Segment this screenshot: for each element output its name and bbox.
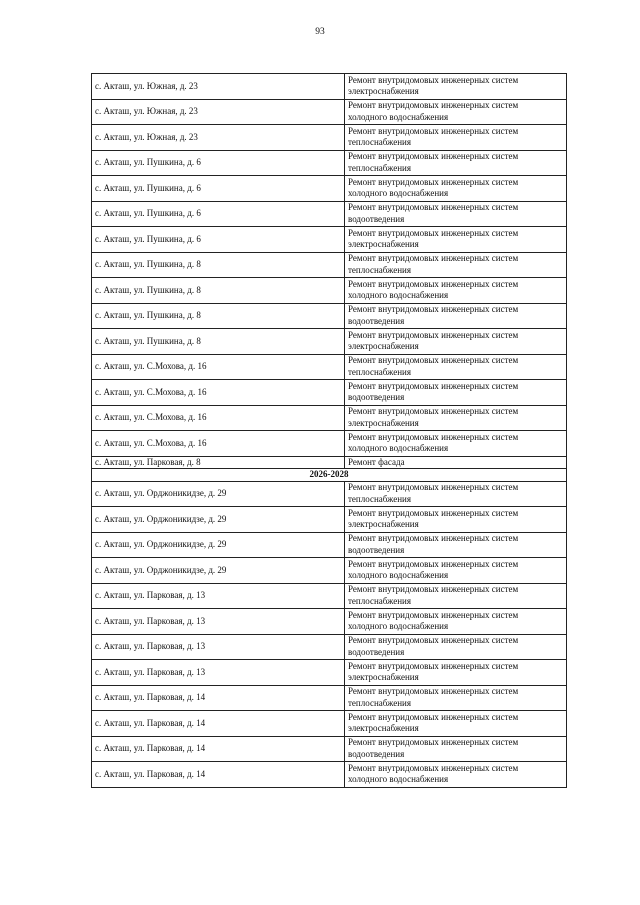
- work-type-cell: Ремонт внутридомовых инженерных систем холодного водоснабжения: [345, 558, 567, 584]
- address-cell: с. Акташ, ул. С.Мохова, д. 16: [92, 405, 345, 431]
- address-cell: с. Акташ, ул. Пушкина, д. 6: [92, 201, 345, 227]
- work-type-cell: Ремонт внутридомовых инженерных систем теплоснабжения: [345, 354, 567, 380]
- work-type-cell: Ремонт внутридомовых инженерных систем электроснабжения: [345, 227, 567, 253]
- repair-schedule-table: [91, 73, 567, 788]
- table-row: [92, 634, 567, 660]
- work-type-cell: Ремонт внутридомовых инженерных систем холодного водоснабжения: [345, 762, 567, 788]
- work-type-cell: Ремонт внутридомовых инженерных систем электроснабжения: [345, 74, 567, 100]
- work-type-cell: Ремонт внутридомовых инженерных систем холодного водоснабжения: [345, 609, 567, 635]
- address-cell: с. Акташ, ул. Пушкина, д. 6: [92, 150, 345, 176]
- table-row: [92, 532, 567, 558]
- table-row: [92, 736, 567, 762]
- address-cell: с. Акташ, ул. Пушкина, д. 8: [92, 329, 345, 355]
- table-row: [92, 762, 567, 788]
- address-cell: с. Акташ, ул. Орджоникидзе, д. 29: [92, 481, 345, 507]
- address-cell: с. Акташ, ул. Пушкина, д. 6: [92, 176, 345, 202]
- table-row: [92, 329, 567, 355]
- work-type-cell: Ремонт фасада: [345, 456, 567, 469]
- address-cell: с. Акташ, ул. Южная, д. 23: [92, 99, 345, 125]
- table-row: [92, 685, 567, 711]
- work-type-cell: Ремонт внутридомовых инженерных систем электроснабжения: [345, 329, 567, 355]
- work-type-cell: Ремонт внутридомовых инженерных систем электроснабжения: [345, 660, 567, 686]
- work-type-cell: Ремонт внутридомовых инженерных систем электроснабжения: [345, 405, 567, 431]
- table-row: [92, 227, 567, 253]
- table-row: [92, 176, 567, 202]
- address-cell: с. Акташ, ул. Орджоникидзе, д. 29: [92, 558, 345, 584]
- address-cell: с. Акташ, ул. Парковая, д. 13: [92, 660, 345, 686]
- address-cell: с. Акташ, ул. Парковая, д. 8: [92, 456, 345, 469]
- work-type-cell: Ремонт внутридомовых инженерных систем водоотведения: [345, 532, 567, 558]
- address-cell: с. Акташ, ул. С.Мохова, д. 16: [92, 380, 345, 406]
- address-cell: с. Акташ, ул. С.Мохова, д. 16: [92, 431, 345, 457]
- address-cell: с. Акташ, ул. Парковая, д. 13: [92, 609, 345, 635]
- work-type-cell: Ремонт внутридомовых инженерных систем теплоснабжения: [345, 150, 567, 176]
- work-type-cell: Ремонт внутридомовых инженерных систем теплоснабжения: [345, 481, 567, 507]
- table-row: [92, 405, 567, 431]
- work-type-cell: Ремонт внутридомовых инженерных систем теплоснабжения: [345, 583, 567, 609]
- table-row: [92, 660, 567, 686]
- work-type-cell: Ремонт внутридомовых инженерных систем водоотведения: [345, 201, 567, 227]
- work-type-cell: Ремонт внутридомовых инженерных систем холодного водоснабжения: [345, 99, 567, 125]
- work-type-cell: Ремонт внутридомовых инженерных систем теплоснабжения: [345, 252, 567, 278]
- address-cell: с. Акташ, ул. Парковая, д. 14: [92, 736, 345, 762]
- section-heading-row: [92, 469, 567, 482]
- table-row: [92, 558, 567, 584]
- address-cell: с. Акташ, ул. Пушкина, д. 8: [92, 303, 345, 329]
- table-row: [92, 380, 567, 406]
- table-row: [92, 609, 567, 635]
- table-row: [92, 201, 567, 227]
- work-type-cell: Ремонт внутридомовых инженерных систем холодного водоснабжения: [345, 176, 567, 202]
- table-row: [92, 99, 567, 125]
- address-cell: с. Акташ, ул. Южная, д. 23: [92, 125, 345, 151]
- address-cell: с. Акташ, ул. Парковая, д. 13: [92, 634, 345, 660]
- work-type-cell: Ремонт внутридомовых инженерных систем водоотведения: [345, 634, 567, 660]
- table-row: [92, 278, 567, 304]
- table-body: [92, 74, 567, 788]
- table-row: [92, 74, 567, 100]
- work-type-cell: Ремонт внутридомовых инженерных систем электроснабжения: [345, 507, 567, 533]
- work-type-cell: Ремонт внутридомовых инженерных систем водоотведения: [345, 736, 567, 762]
- work-type-cell: Ремонт внутридомовых инженерных систем холодного водоснабжения: [345, 278, 567, 304]
- address-cell: с. Акташ, ул. Пушкина, д. 8: [92, 278, 345, 304]
- table-row: [92, 150, 567, 176]
- address-cell: с. Акташ, ул. Пушкина, д. 8: [92, 252, 345, 278]
- work-type-cell: Ремонт внутридомовых инженерных систем водоотведения: [345, 380, 567, 406]
- table-row: [92, 507, 567, 533]
- table-row: [92, 252, 567, 278]
- work-type-cell: Ремонт внутридомовых инженерных систем теплоснабжения: [345, 125, 567, 151]
- address-cell: с. Акташ, ул. Южная, д. 23: [92, 74, 345, 100]
- work-type-cell: Ремонт внутридомовых инженерных систем водоотведения: [345, 303, 567, 329]
- address-cell: с. Акташ, ул. Пушкина, д. 6: [92, 227, 345, 253]
- table-row: [92, 125, 567, 151]
- table-row: [92, 711, 567, 737]
- table-row: [92, 431, 567, 457]
- page-number: 93: [315, 27, 325, 37]
- work-type-cell: Ремонт внутридомовых инженерных систем холодного водоснабжения: [345, 431, 567, 457]
- table-row: [92, 481, 567, 507]
- work-type-cell: Ремонт внутридомовых инженерных систем теплоснабжения: [345, 685, 567, 711]
- address-cell: с. Акташ, ул. Орджоникидзе, д. 29: [92, 532, 345, 558]
- address-cell: с. Акташ, ул. Парковая, д. 14: [92, 762, 345, 788]
- address-cell: с. Акташ, ул. Парковая, д. 14: [92, 685, 345, 711]
- address-cell: с. Акташ, ул. Парковая, д. 14: [92, 711, 345, 737]
- work-type-cell: Ремонт внутридомовых инженерных систем электроснабжения: [345, 711, 567, 737]
- table-row: [92, 303, 567, 329]
- section-heading: 2026-2028: [92, 469, 567, 482]
- table-row: [92, 354, 567, 380]
- address-cell: с. Акташ, ул. Парковая, д. 13: [92, 583, 345, 609]
- address-cell: с. Акташ, ул. Орджоникидзе, д. 29: [92, 507, 345, 533]
- table-row: [92, 456, 567, 469]
- table-row: [92, 583, 567, 609]
- address-cell: с. Акташ, ул. С.Мохова, д. 16: [92, 354, 345, 380]
